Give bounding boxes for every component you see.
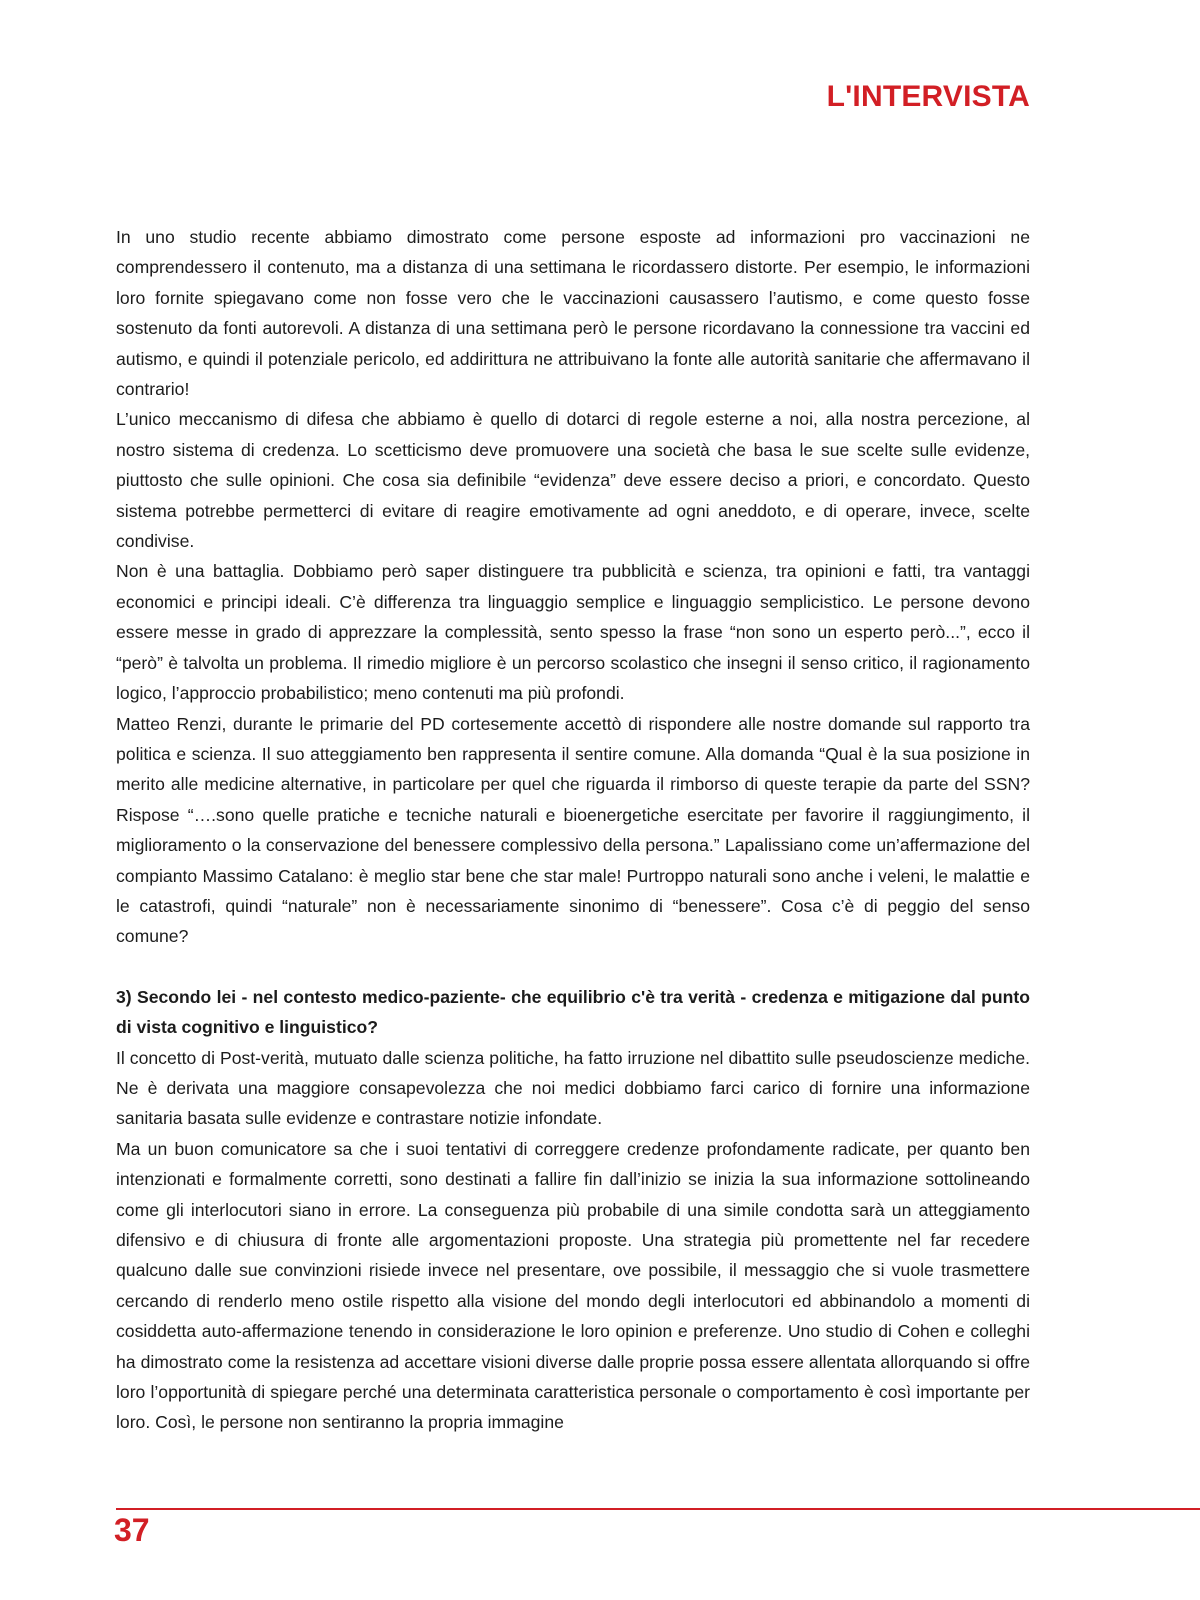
article-paragraph: Matteo Renzi, durante le primarie del PD cortesemente accettò di rispondere alle nostre domande sul rapporto tra politica e scienza. Il suo atteggiamento ben rappresenta il sentire comune. Alla domanda “Qual è la sua posizione in merito alle medicine alternative, in particolare per quel che riguarda il rimborso di queste terapie da parte del SSN? Rispose “….sono quelle pratiche e tecniche naturali e bioenergetiche esercitate per favorire il raggiungimento, il miglioramento o la conservazione del benessere complessivo della persona.” Lapalissiano come un’affermazione del compianto Massimo Catalano: è meglio star bene che star male! Purtroppo naturali sono anche i veleni, le malattie e le catastrofi, quindi “naturale” non è necessariamente sinonimo di “benessere”. Cosa c’è di peggio del senso comune? — [116, 713, 1030, 947]
section-title: L'INTERVISTA — [826, 80, 1030, 113]
answer-paragraph: Il concetto di Post-verità, mutuato dalle scienza politiche, ha fatto irruzione nel dibattito sulle pseudoscienze mediche. Ne è derivata una maggiore consapevolezza che noi medici dobbiamo farci carico di fornire una informazione sanitaria basata sulle evidenze e contrastare notizie infondate. — [116, 1047, 1030, 1129]
article-paragraph: Non è una battaglia. Dobbiamo però saper distinguere tra pubblicità e scienza, tra opinioni e fatti, tra vantaggi economici e principi ideali. C’è differenza tra linguaggio semplice e linguaggio semplicistico. Le persone devono essere messe in grado di apprezzare la complessità, sento spesso la frase “non sono un esperto però...”, ecco il “però” è talvolta un problema. Il rimedio migliore è un percorso scolastico che insegni il senso critico, il ragionamento logico, l’approccio probabilistico; meno contenuti ma più profondi. — [116, 561, 1030, 704]
article-body — [116, 222, 1030, 1438]
footer-divider — [116, 1508, 1200, 1510]
article-paragraph: L’unico meccanismo di difesa che abbiamo è quello di dotarci di regole esterne a noi, alla nostra percezione, al nostro sistema di credenza. Lo scetticismo deve promuovere una società che basa le sue scelte sulle evidenze, piuttosto che sulle opinioni. Che cosa sia definibile “evidenza” deve essere deciso a priori, e concordato. Questo sistema potrebbe permetterci di evitare di reagire emotivamente ad ogni aneddoto, e di operare, invece, scelte condivise. — [116, 409, 1030, 552]
interview-question: 3) Secondo lei - nel contesto medico-paziente- che equilibrio c'è tra verità - credenza e mitigazione dal punto di vista cognitivo e linguistico? — [116, 986, 1030, 1038]
page-number: 37 — [114, 1512, 150, 1548]
answer-paragraph: Ma un buon comunicatore sa che i suoi tentativi di correggere credenze profondamente radicate, per quanto ben intenzionati e formalmente corretti, sono destinati a fallire fin dall’inizio se inizia la sua informazione sottolineando come gli interlocutori siano in errore. La conseguenza più probabile di una simile condotta sarà un atteggiamento difensivo e di chiusura di fronte alle argomentazioni proposte. Una strategia più promettente nel far recedere qualcuno dalle sue convinzioni risiede invece nel presentare, ove possibile, il messaggio che si vuole trasmettere cercando di renderlo meno ostile rispetto alla visione del mondo degli interlocutori ed abbinandolo a momenti di cosiddetta auto-affermazione tenendo in considerazione le loro opinion e preferenze. Uno studio di Cohen e colleghi ha dimostrato come la resistenza ad accettare visioni diverse dalle proprie possa essere allentata allorquando si offre loro l’opportunità di spiegare perché una determinata caratteristica personale o comportamento è così importante per loro. Così, le persone non sentiranno la propria immagine — [116, 1138, 1030, 1433]
article-paragraph: In uno studio recente abbiamo dimostrato come persone esposte ad informazioni pro vaccinazioni ne comprendessero il contenuto, ma a distanza di una settimana le ricordassero distorte. Per esempio, le informazioni loro fornite spiegavano come non fosse vero che le vaccinazioni causassero l’autismo, e come questo fosse sostenuto da fonti autorevoli. A distanza di una settimana però le persone ricordavano la connessione tra vaccini ed autismo, e quindi il potenziale pericolo, ed addirittura ne attribuivano la fonte alle autorità sanitarie che affermavano il contrario! — [116, 227, 1030, 400]
